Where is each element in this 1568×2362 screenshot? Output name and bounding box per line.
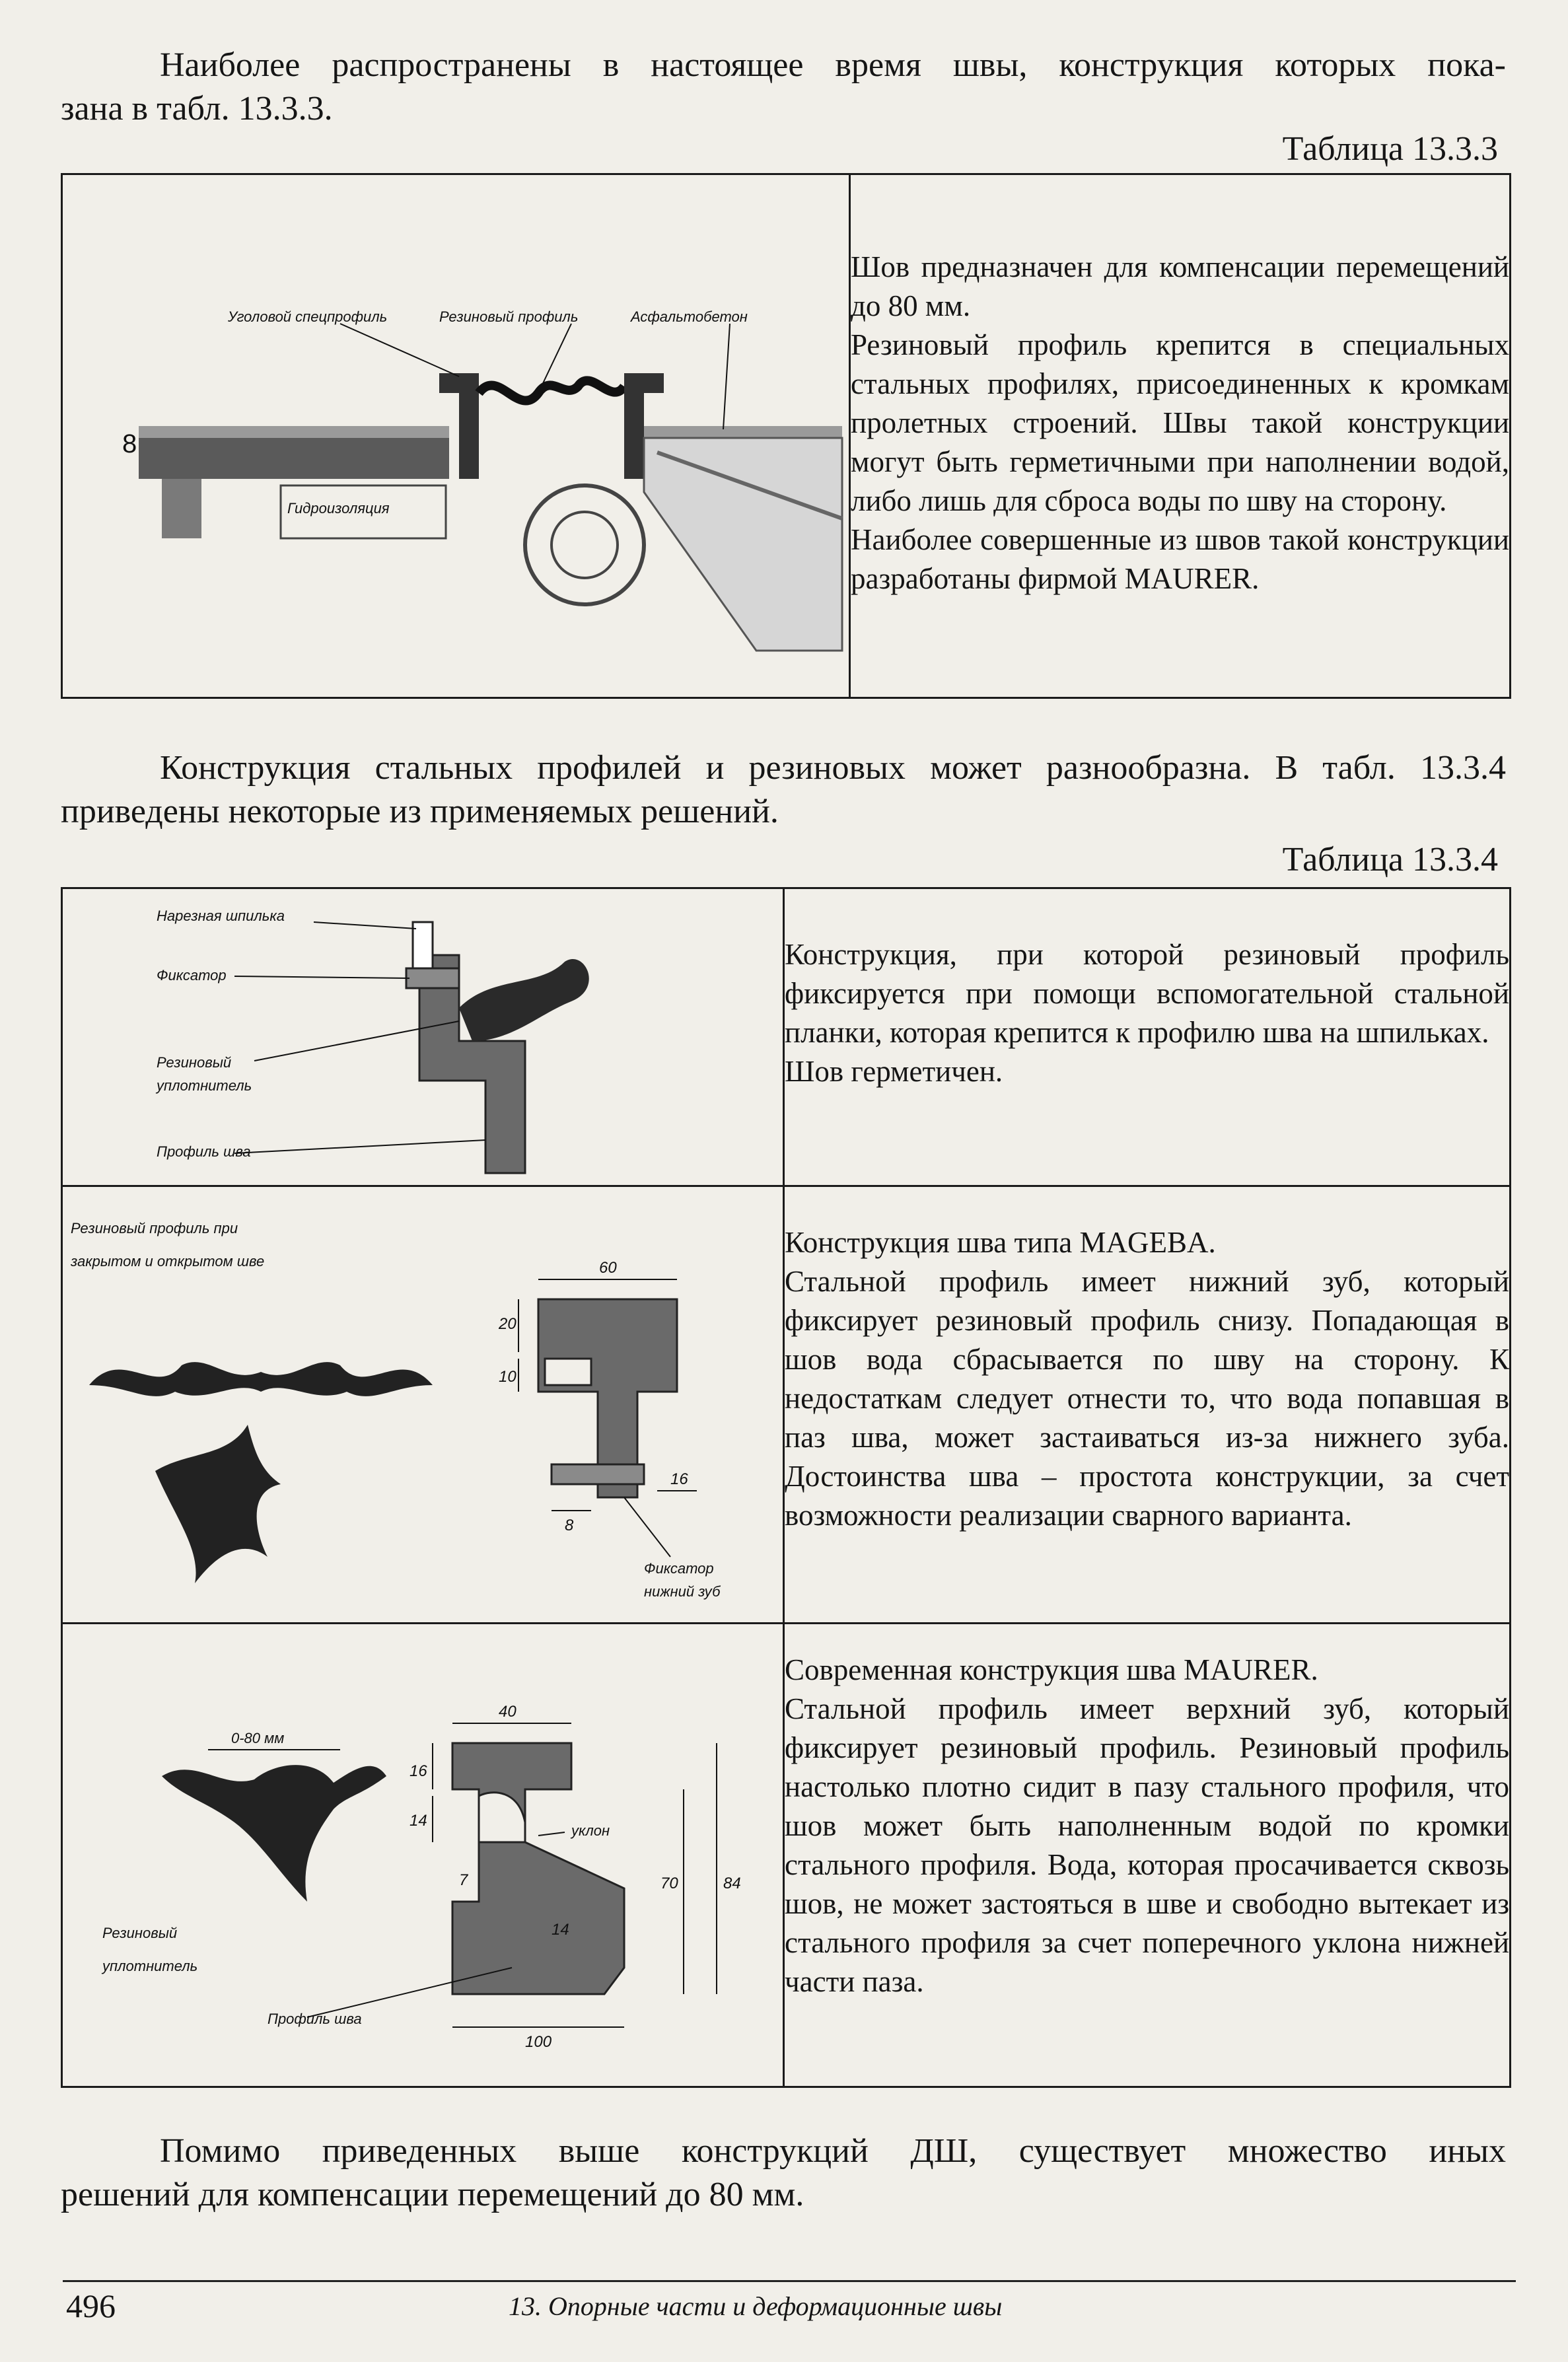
dim-10: 10 <box>499 1368 517 1386</box>
label-profile: Профиль шва <box>157 1143 251 1160</box>
intro-line-2: зана в табл. 13.3.3. <box>61 90 333 127</box>
left-deck-slab <box>139 436 449 479</box>
label-seal-line1-3: Резиновый <box>102 1925 178 1942</box>
mageba-groove <box>545 1359 591 1385</box>
dim-16: 16 <box>670 1470 688 1489</box>
dim-70: 70 <box>660 1875 678 1893</box>
table2-row1-figure <box>63 889 783 1183</box>
dim-84: 84 <box>723 1875 741 1893</box>
dim-8: 8 <box>565 1517 574 1535</box>
table1-desc-p2: Резиновый профиль крепится в специальных стальных профилях, присоединенных к кромкам пролетных строений. Швы такой конструкции могут быть герметичными при наполнении водой, либо лишь для сброса воды по шву на сторону. <box>851 328 1509 517</box>
dim-14a: 14 <box>410 1812 427 1830</box>
figure-number-8: 8 <box>122 429 137 458</box>
table2-row1-desc-p1: Конструкция, при которой резиновый профиль фиксируется при помощи вспомогательной стальной планки, которая крепится к профилю шва на шпильках. <box>785 938 1509 1049</box>
table2-row3-desc-p2: Стальной профиль имеет верхний зуб, который фиксирует резиновый профиль. Резиновый профиль настолько плотно сидит в пазу стального профиля, что шов может быть наполненным водой по кромки стального профиля. Вода, которая просачивается сквозь шов, не может застояться в шве и свободно вытекает из стального профиля за счет поперечного уклона нижней части паза. <box>785 1692 1509 1999</box>
left-asphalt <box>139 426 449 438</box>
dim-100: 100 <box>525 2033 552 2052</box>
closing-line-1: Помимо приведенных выше конструкций ДШ, существует множество иных <box>160 2132 1506 2170</box>
table-13-3-3-label: Таблица 13.3.3 <box>1282 130 1498 168</box>
between-line-1: Конструкция стальных профилей и резиновых может разнообразна. В табл. 13.3.4 <box>160 749 1506 787</box>
label-clamp-line2: нижний зуб <box>644 1583 721 1600</box>
table1-figure <box>63 175 849 697</box>
table-13-3-3 <box>61 173 1511 699</box>
leader-clamp-tooth <box>624 1497 670 1557</box>
right-asphalt <box>644 426 842 438</box>
table2-row1-description-cell <box>784 888 1511 1186</box>
label-rubber-line1: Резиновый профиль при <box>71 1220 238 1237</box>
rubber-open-shape <box>89 1362 433 1396</box>
table-13-3-4-label: Таблица 13.3.4 <box>1282 841 1498 878</box>
table1-description-cell <box>850 174 1511 698</box>
table2-row1-figure-cell <box>62 888 784 1186</box>
intro-line-1: Наиболее распространены в настоящее время швы, конструкция которых пока- <box>160 46 1506 84</box>
leader-profile <box>234 1140 485 1153</box>
page-number: 496 <box>66 2287 116 2324</box>
maurer-drawing <box>63 1624 783 2083</box>
expansion-joint-drawing <box>63 175 849 697</box>
label-profile-3: Профиль шва <box>267 2011 362 2028</box>
dim-60: 60 <box>599 1259 617 1277</box>
label-rubber-profile: Резиновый профиль <box>439 308 579 325</box>
table2-row2-figure <box>63 1187 783 1620</box>
label-slope: уклон <box>571 1822 610 1840</box>
table2-row2-figure-cell <box>62 1186 784 1624</box>
table2-row3-figure <box>63 1624 783 2083</box>
dim-16b: 16 <box>410 1762 427 1781</box>
leader-slope <box>538 1832 565 1836</box>
table1-desc-p3: Наиболее совершенные из швов такой конструкции разработаны фирмой MAURER. <box>851 523 1509 595</box>
table2-row3-desc-p1: Современная конструкция шва MAURER. <box>785 1653 1318 1687</box>
maurer-steel-profile <box>452 1743 624 1994</box>
closing-paragraph <box>61 2129 1506 2217</box>
maurer-rubber-shape <box>162 1765 386 1902</box>
dim-20: 20 <box>499 1315 517 1334</box>
table1-desc-p1: Шов предназначен для компенсации перемещений до 80 мм. <box>851 250 1509 322</box>
leader-stud <box>314 922 416 929</box>
label-stud: Нарезная шпилька <box>157 908 285 924</box>
table2-row2-desc-p1: Конструкция шва типа MAGEBA. <box>785 1226 1216 1260</box>
label-clamp-line1: Фиксатор <box>644 1560 714 1577</box>
table2-row2-description-cell <box>784 1186 1511 1624</box>
label-waterproofing: Гидроизоляция <box>287 500 390 517</box>
table1-figure-cell <box>62 174 850 698</box>
clamp-shape <box>406 968 459 988</box>
mageba-drawing <box>63 1187 783 1620</box>
table2-row3-figure-cell <box>62 1624 784 2087</box>
table2-row1-desc-p2: Шов герметичен. <box>785 1055 1003 1088</box>
footer-rule <box>63 2280 1516 2282</box>
chapter-title: 13. Опорные части и деформационные швы <box>509 2291 1003 2321</box>
left-beam <box>162 479 201 538</box>
leader-corner <box>340 324 459 376</box>
between-line-2: приведены некоторые из применяемых решений. <box>61 793 779 830</box>
anchor-inner-circle <box>552 512 618 578</box>
dim-40: 40 <box>499 1703 517 1721</box>
intro-paragraph <box>61 44 1506 131</box>
table2-row3-description-cell <box>784 1624 1511 2087</box>
rubber-seal-shape <box>459 959 589 1041</box>
label-rubber-line2: закрытом и открытом шве <box>71 1253 265 1270</box>
rubber-profile-shape <box>479 380 624 400</box>
table2-row2-desc-p2: Стальной профиль имеет нижний зуб, который фиксирует резиновый профиль снизу. Попадающая в шов вода сбрасывается по шву на сторону. К недостаткам следует отнести то, что вода попавшая в паз шва, может застаиваться из-за нижнего зуба. Достоинства шва – простота конструкции, за счет возможности реализации сварного варианта. <box>785 1265 1509 1532</box>
label-corner-profile: Уголовой спецпрофиль <box>228 308 388 325</box>
right-abutment <box>644 438 842 651</box>
rubber-closed-shape <box>155 1425 281 1583</box>
stud-clamp-drawing <box>63 889 783 1183</box>
label-seal-line1: Резиновый <box>157 1054 232 1071</box>
leader-asphalt <box>723 324 730 429</box>
between-paragraph <box>61 746 1506 834</box>
label-range: 0-80 мм <box>231 1730 285 1747</box>
label-clamp: Фиксатор <box>157 967 227 984</box>
label-seal-line2-3: уплотнитель <box>102 1958 198 1975</box>
table-13-3-4 <box>61 887 1511 2088</box>
leader-clamp <box>234 976 410 978</box>
label-asphalt-concrete: Асфальтобетон <box>631 308 748 325</box>
dim-7: 7 <box>459 1871 468 1890</box>
label-seal-line2: уплотнитель <box>157 1077 252 1094</box>
anchor-circle <box>525 485 644 604</box>
mageba-bottom-tooth <box>552 1464 644 1484</box>
dim-14b: 14 <box>552 1921 569 1939</box>
closing-line-2: решений для компенсации перемещений до 80 мм. <box>61 2176 804 2213</box>
